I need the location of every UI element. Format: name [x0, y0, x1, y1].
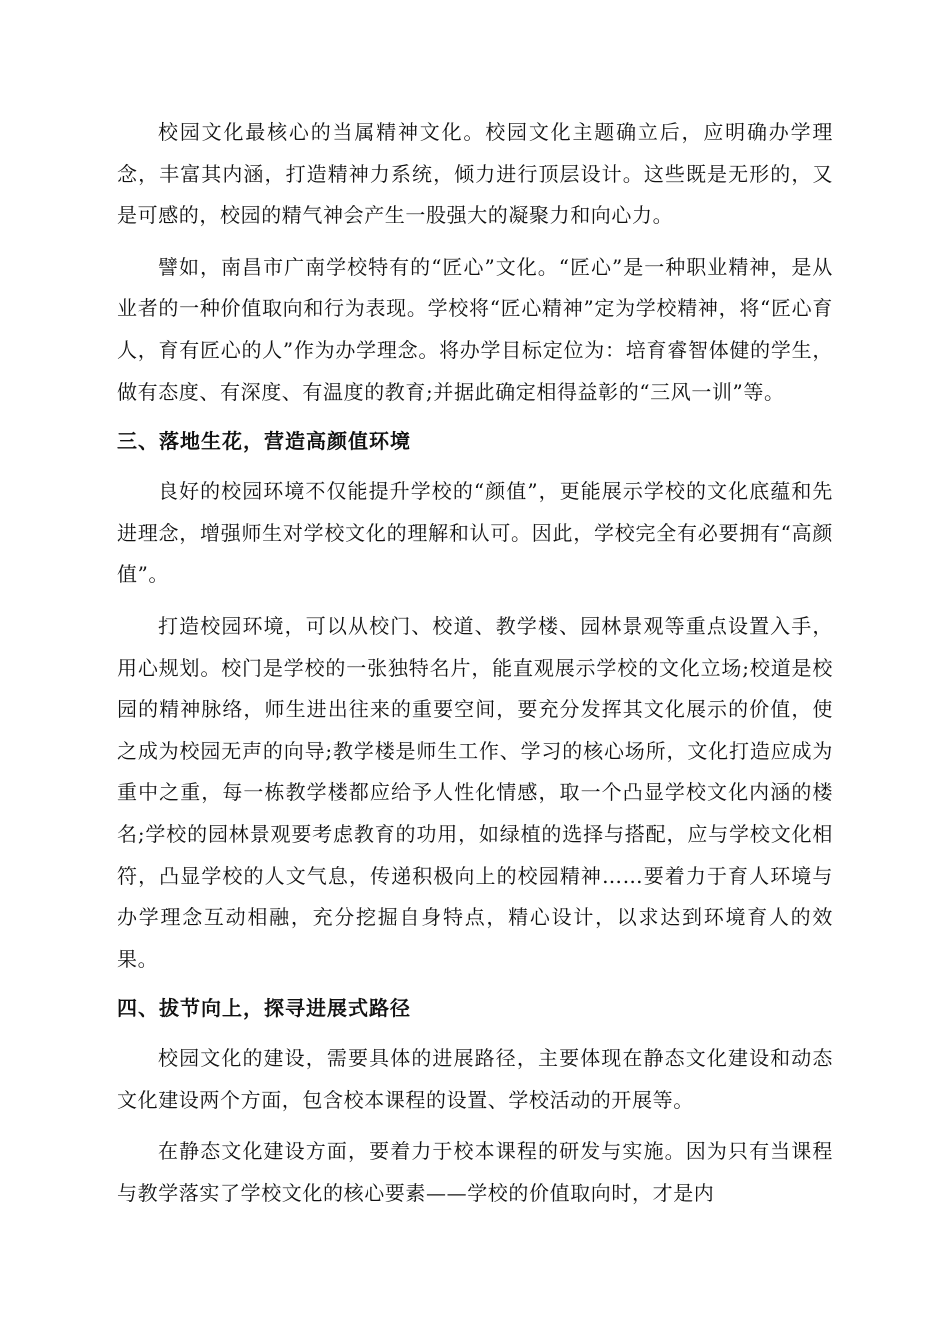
section-heading-4: 四、拔节向上，探寻进展式路径 — [117, 996, 411, 1021]
paragraph-craftsman-example: 譬如，南昌市广南学校特有的“匠心”文化。“匠心”是一种职业精神，是从业者的一种价值取向和行为表现。学校将“匠心精神”定为学校精神，将“匠心育人，育有匠心的人”作为办学理念。将办学目标定位为：培育睿智体健的学生，做有态度、有深度、有温度的教育;并据此确定相得益彰的“三风一训”等。 — [117, 254, 833, 404]
paragraph-campus-planning: 打造校园环境，可以从校门、校道、教学楼、园林景观等重点设置入手，用心规划。校门是学校的一张独特名片，能直观展示学校的文化立场;校道是校园的精神脉络，师生进出往来的重要空间，要充分发挥其文化展示的价值，使之成为校园无声的向导;教学楼是师生工作、学习的核心场所，文化打造应成为重中之重，每一栋教学楼都应给予人性化情感，取一个凸显学校文化内涵的楼名;学校的园林景观要考虑教育的功用，如绿植的选择与搭配，应与学校文化相符，凸显学校的人文气息，传递积极向上的校园精神……要着力于育人环境与办学理念互动相融，充分挖掘自身特点，精心设计，以求达到环境育人的效果。 — [117, 613, 833, 971]
paragraph-campus-environment: 良好的校园环境不仅能提升学校的“颜值”，更能展示学校的文化底蕴和先进理念，增强师生对学校文化的理解和认可。因此，学校完全有必要拥有“高颜值”。 — [117, 479, 833, 587]
document-page — [117, 112, 833, 1225]
paragraph-spiritual-culture: 校园文化最核心的当属精神文化。校园文化主题确立后，应明确办学理念，丰富其内涵，打造精神力系统，倾力进行顶层设计。这些既是无形的，又是可感的，校园的精气神会产生一股强大的凝聚力和向心力。 — [117, 120, 833, 228]
paragraph-static-culture: 在静态文化建设方面，要着力于校本课程的研发与实施。因为只有当课程与教学落实了学校文化的核心要素——学校的价值取向时，才是内 — [117, 1139, 833, 1206]
section-heading-3: 三、落地生花，营造高颜值环境 — [117, 429, 411, 454]
paragraph-development-path: 校园文化的建设，需要具体的进展路径，主要体现在静态文化建设和动态文化建设两个方面，包含校本课程的设置、学校活动的开展等。 — [117, 1046, 833, 1112]
